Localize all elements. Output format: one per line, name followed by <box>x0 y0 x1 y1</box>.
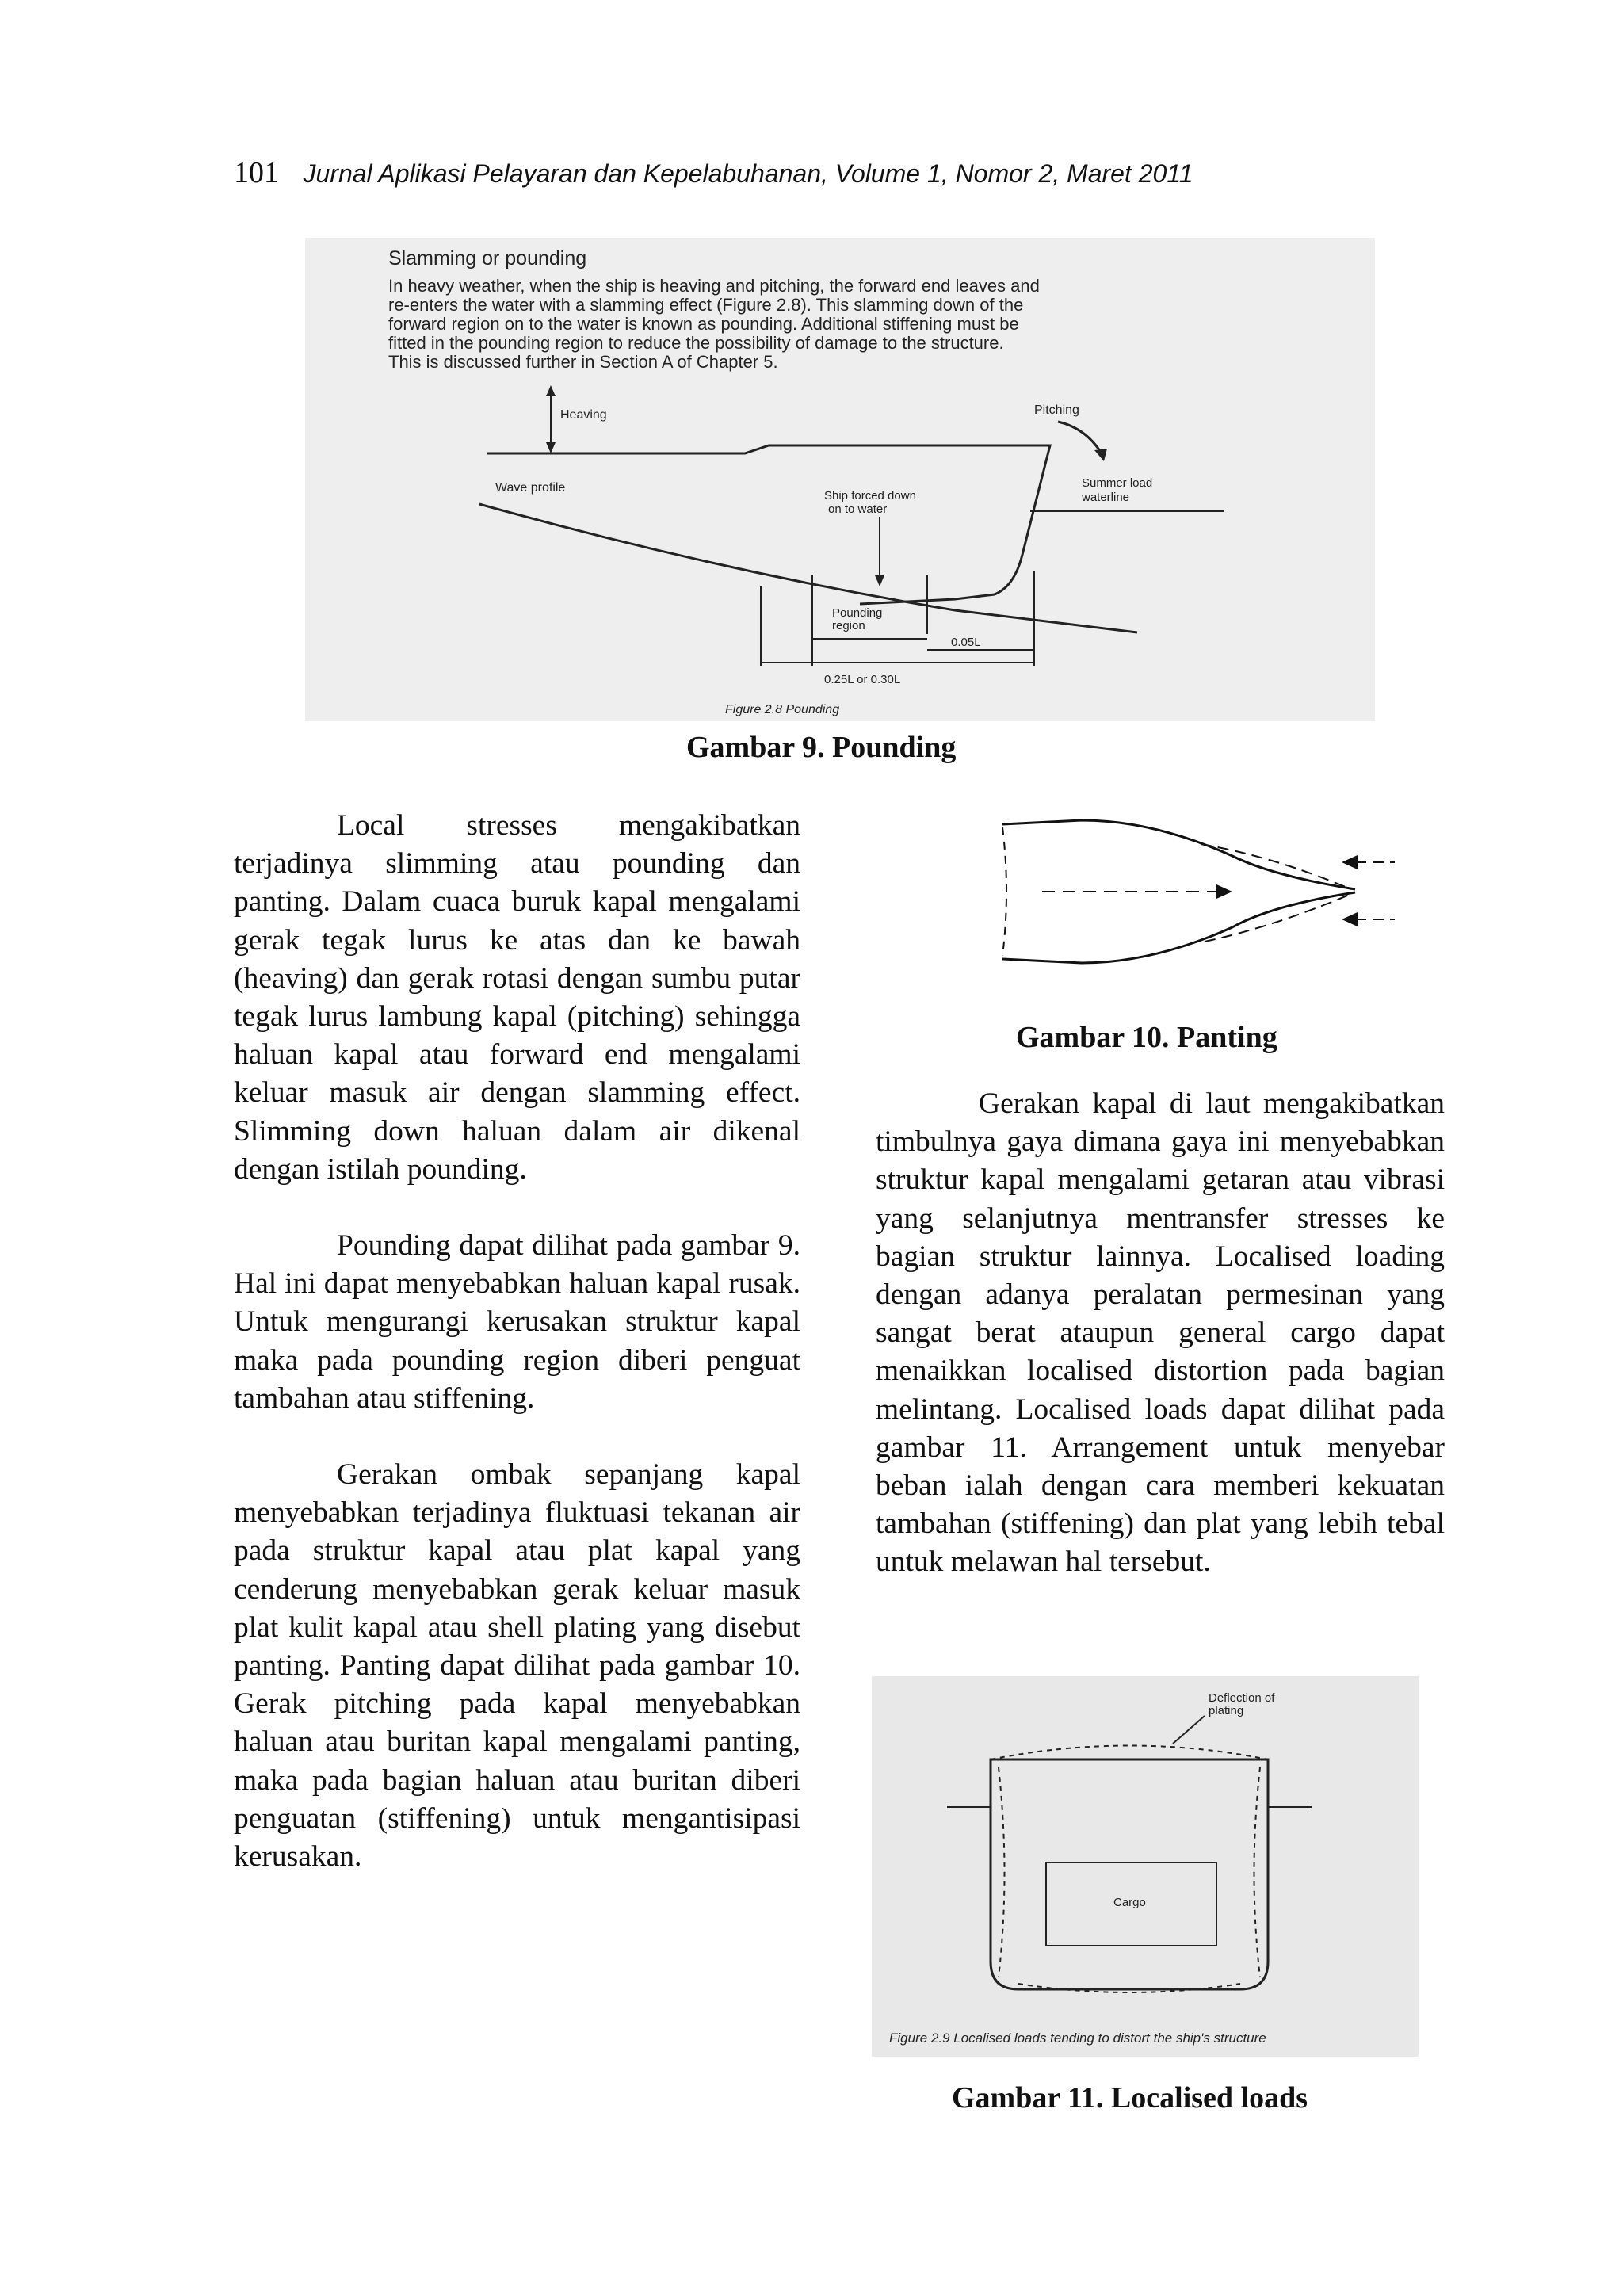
pounding-label-2: region <box>832 619 865 632</box>
scan-line: fitted in the pounding region to reduce the possibility of damage to the structure. <box>388 333 1004 353</box>
wave-profile-label: Wave profile <box>495 481 566 495</box>
scan-heading: Slamming or pounding <box>388 247 587 269</box>
deflection-lower <box>1205 894 1351 942</box>
ship-forced-label-2: on to water <box>828 502 888 516</box>
figure-9-caption: Gambar 9. Pounding <box>686 731 957 764</box>
figure-10-caption: Gambar 10. Panting <box>1016 1021 1277 1054</box>
summer-label-2: waterline <box>1082 491 1130 504</box>
pounding-diagram <box>305 238 1375 721</box>
pitching-arrow-head <box>1094 449 1107 461</box>
pitching-arrow <box>1058 422 1102 453</box>
hull-outline <box>487 445 1050 604</box>
side-deflection-left <box>999 1767 1005 1977</box>
scan-line: forward region on to the water is known as pounding. Additional stiffening must be <box>388 314 1019 334</box>
deflection-leader <box>1173 1716 1205 1744</box>
internal-arrow-head <box>1216 884 1232 899</box>
body-paragraph: Gerakan kapal di laut mengakibatkan timbulnya gaya dimana gaya ini menyebabkan struktur kapal mengalami getaran atau vibrasi yang selanjutnya mentransfer stresses ke bagian struktur lainnya. Localised loading dengan adanya peralatan permesinan yang sangat berat ataupun general cargo dapat menaikkan localised distortion pada bagian melintang. Localised loads dapat dilihat pada gambar 11. Arrangement untuk menyebar beban ialah dengan cara memberi kekuatan tambahan (stiffening) dan plat yang lebih tebal untuk melawan hal tersebut. <box>876 1087 1445 1579</box>
scan-line: This is discussed further in Section A of Chapter 5. <box>388 352 778 372</box>
ship-forced-label-1: Ship forced down <box>824 489 916 502</box>
dim-025-label: 0.25L or 0.30L <box>824 673 901 686</box>
bow-lower-line <box>1002 892 1355 963</box>
forced-arrow-head <box>875 575 884 586</box>
running-header <box>234 155 1193 190</box>
figure-panting <box>995 800 1407 991</box>
localised-loads-diagram <box>872 1676 1419 2057</box>
side-deflection-right <box>1254 1767 1261 1977</box>
wave-profile-line <box>479 504 1137 632</box>
scan-line: In heavy weather, when the ship is heaving and pitching, the forward end leaves and <box>388 276 1040 296</box>
deck-deflection <box>991 1746 1268 1760</box>
hull-section <box>991 1759 1268 1989</box>
dim-005-label: 0.05L <box>951 636 981 649</box>
deflection-label-2: plating <box>1209 1704 1244 1717</box>
pressure-arrow-upper-head <box>1342 855 1358 869</box>
summer-label-1: Summer load <box>1082 476 1153 490</box>
figure-localised-loads <box>872 1676 1419 2057</box>
stern-dashed-line <box>1002 827 1006 956</box>
page-number: 101 <box>234 156 279 189</box>
pitching-label: Pitching <box>1034 403 1079 417</box>
deflection-label-1: Deflection of <box>1209 1691 1275 1705</box>
left-column <box>234 807 800 1876</box>
body-paragraph: Pounding dapat dilihat pada gambar 9. Hal ini dapat menyebabkan haluan kapal rusak. Untuk mengurangi kerusakan struktur kapal maka pada pounding region diberi penguat tambahan atau stiffening. <box>234 1229 800 1415</box>
panting-diagram <box>995 800 1407 991</box>
body-paragraph: Gerakan ombak sepanjang kapal menyebabkan terjadinya fluktuasi tekanan air pada struktur kapal atau plat kapal yang cenderung menyebabkan gerak keluar masuk plat kulit kapal atau shell plating yang disebut panting. Panting dapat dilihat pada gambar 10. Gerak pitching pada kapal menyebabkan haluan atau buritan kapal mengalami panting, maka pada bagian haluan atau buritan diberi penguatan (stiffening) untuk mengantisipasi kerusakan. <box>234 1458 800 1874</box>
heaving-arrow-head-down <box>546 442 556 453</box>
cargo-label: Cargo <box>1113 1896 1146 1909</box>
heaving-label: Heaving <box>560 408 607 422</box>
bow-upper-line <box>1002 820 1355 889</box>
pounding-label-1: Pounding <box>832 606 883 620</box>
journal-title: Jurnal Aplikasi Pelayaran dan Kepelabuhanan, Volume 1, Nomor 2, Maret 2011 <box>303 159 1193 188</box>
pressure-arrow-lower-head <box>1342 912 1358 926</box>
heaving-arrow-head-up <box>546 385 556 396</box>
figure-11-caption: Gambar 11. Localised loads <box>952 2081 1308 2115</box>
scan-line: re-enters the water with a slamming effect (Figure 2.8). This slamming down of the <box>388 295 1024 315</box>
body-paragraph: Local stresses mengakibatkan terjadinya slimming atau pounding dan panting. Dalam cuaca buruk kapal mengalami gerak tegak lurus ke atas dan ke bawah (heaving) dan gerak rotasi dengan sumbu putar tegak lurus lambung kapal (pitching) sehingga haluan kapal atau forward end mengalami keluar masuk air dengan slamming effect. Slimming down haluan dalam air dikenal dengan istilah pounding. <box>234 809 800 1186</box>
figure-pounding <box>305 238 1375 721</box>
right-column <box>876 1085 1445 1582</box>
scan-figure-caption: Figure 2.8 Pounding <box>725 703 840 716</box>
scan-figure-caption: Figure 2.9 Localised loads tending to distort the ship's structure <box>889 2030 1266 2046</box>
